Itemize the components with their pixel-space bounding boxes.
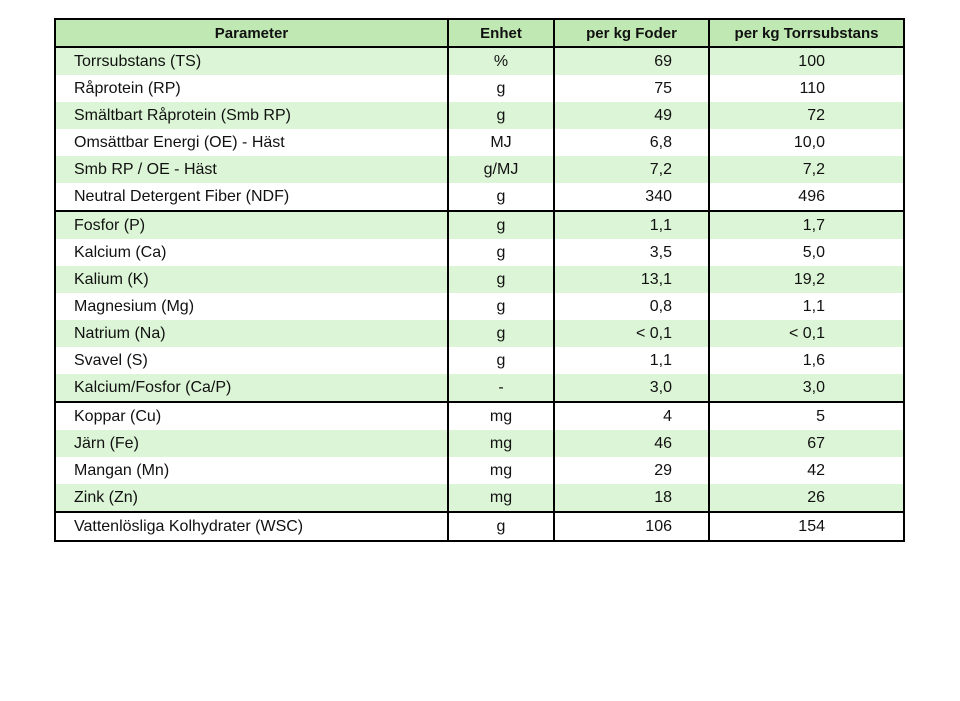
per-dm-cell: 5,0 [802,243,825,261]
table-row [56,293,903,320]
table-row [56,183,903,212]
per-feed-cell: 6,8 [555,129,710,156]
header-per-dm: per kg Torrsubstans [734,24,879,42]
parameter-cell: Råprotein (RP) [56,75,449,102]
per-feed-cell: 1,1 [555,347,710,374]
per-feed-cell: 1,1 [555,212,710,239]
per-feed-cell: 106 [555,513,710,540]
parameter-cell: Torrsubstans (TS) [56,48,449,75]
per-feed-cell: 0,8 [555,293,710,320]
per-dm-cell: 26 [807,488,825,506]
parameter-cell: Järn (Fe) [56,430,449,457]
per-feed-cell: 4 [555,403,710,430]
per-feed-cell: < 0,1 [555,320,710,347]
per-dm-cell: 10,0 [793,133,825,151]
unit-cell: MJ [449,129,555,156]
unit-cell: g [449,513,555,540]
unit-cell: g [449,75,555,102]
per-dm-cell: 154 [798,517,825,535]
analysis-table [54,18,905,542]
parameter-cell: Magnesium (Mg) [56,293,449,320]
parameter-cell: Kalcium/Fosfor (Ca/P) [56,374,449,401]
table-row [56,48,903,75]
per-feed-cell: 69 [555,48,710,75]
unit-cell: g [449,266,555,293]
table-row [56,374,903,403]
per-dm-cell: 7,2 [802,160,825,178]
per-dm-cell: 42 [807,461,825,479]
per-dm-cell: 5 [816,407,825,425]
parameter-cell: Omsättbar Energi (OE) - Häst [56,129,449,156]
table-row [56,129,903,156]
table-row [56,212,903,239]
per-dm-cell: 3,0 [802,378,825,396]
per-dm-cell: 496 [798,187,825,205]
table-row [56,320,903,347]
parameter-cell: Mangan (Mn) [56,457,449,484]
parameter-cell: Kalium (K) [56,266,449,293]
table-row [56,347,903,374]
table-header [56,20,903,48]
unit-cell: mg [449,403,555,430]
unit-cell: g [449,212,555,239]
unit-cell: g [449,320,555,347]
header-unit: Enhet [449,20,555,46]
unit-cell: g [449,183,555,210]
table-row [56,239,903,266]
per-dm-cell: 19,2 [793,270,825,288]
per-dm-cell: 100 [798,52,825,70]
parameter-cell: Natrium (Na) [56,320,449,347]
unit-cell: mg [449,430,555,457]
per-dm-cell: 1,1 [802,297,825,315]
per-dm-cell: 110 [799,79,825,97]
table-row [56,513,903,540]
table-row [56,266,903,293]
unit-cell: g/MJ [449,156,555,183]
parameter-cell: Svavel (S) [56,347,449,374]
per-dm-cell: 67 [807,434,825,452]
per-dm-cell: 1,7 [802,216,825,234]
per-feed-cell: 18 [555,484,710,511]
table-row [56,75,903,102]
per-feed-cell: 46 [555,430,710,457]
unit-cell: g [449,293,555,320]
parameter-cell: Kalcium (Ca) [56,239,449,266]
per-feed-cell: 7,2 [555,156,710,183]
table-row [56,102,903,129]
parameter-cell: Neutral Detergent Fiber (NDF) [56,183,449,210]
per-dm-cell: 72 [807,106,825,124]
header-parameter: Parameter [56,20,449,46]
header-per-feed: per kg Foder [555,20,710,46]
parameter-cell: Fosfor (P) [56,212,449,239]
parameter-cell: Koppar (Cu) [56,403,449,430]
unit-cell: mg [449,484,555,511]
table-body [56,48,903,540]
unit-cell: - [449,374,555,401]
parameter-cell: Smb RP / OE - Häst [56,156,449,183]
parameter-cell: Zink (Zn) [56,484,449,511]
parameter-cell: Smältbart Råprotein (Smb RP) [56,102,449,129]
per-dm-cell: < 0,1 [788,324,825,342]
table-row [56,430,903,457]
per-feed-cell: 3,0 [555,374,710,401]
unit-cell: g [449,102,555,129]
unit-cell: mg [449,457,555,484]
parameter-cell: Vattenlösliga Kolhydrater (WSC) [56,513,449,540]
table-row [56,403,903,430]
table-row [56,457,903,484]
table-row [56,156,903,183]
unit-cell: g [449,239,555,266]
per-feed-cell: 75 [555,75,710,102]
per-feed-cell: 3,5 [555,239,710,266]
per-feed-cell: 29 [555,457,710,484]
per-feed-cell: 340 [555,183,710,210]
table-row [56,484,903,513]
unit-cell: % [449,48,555,75]
per-dm-cell: 1,6 [802,351,825,369]
unit-cell: g [449,347,555,374]
per-feed-cell: 49 [555,102,710,129]
per-feed-cell: 13,1 [555,266,710,293]
